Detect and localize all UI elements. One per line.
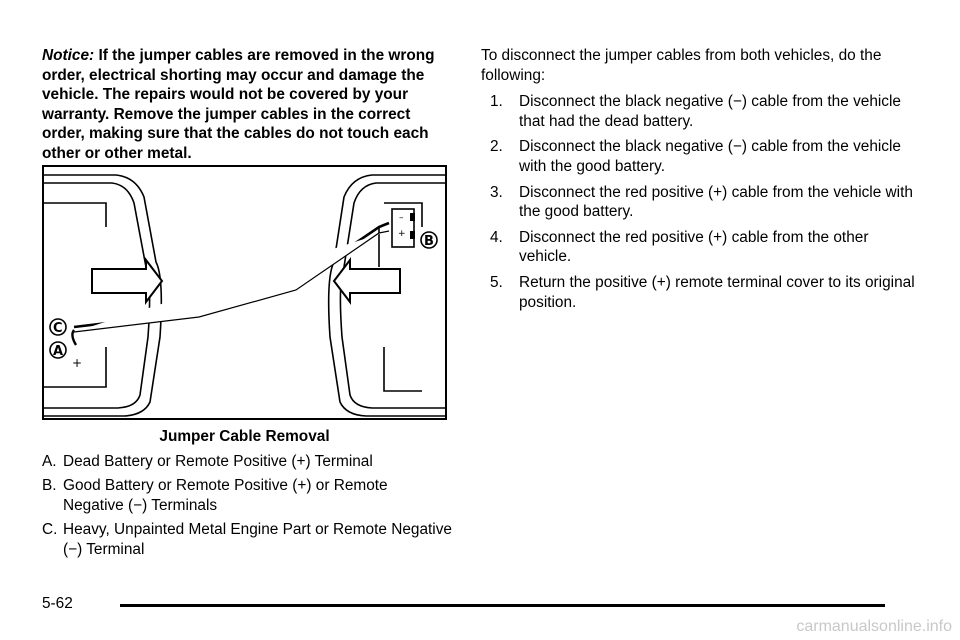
battery-minus-label: – (399, 213, 404, 223)
battery-terminal-positive (410, 231, 415, 239)
callout-b-label: B (424, 234, 434, 249)
legend-key: B. (42, 477, 57, 495)
step-item (490, 92, 921, 131)
left-vehicle (44, 175, 161, 416)
jumper-cable-diagram (44, 167, 445, 418)
step-item (490, 273, 921, 312)
notice-label: Notice: (42, 47, 95, 64)
battery-terminal-negative (410, 213, 415, 221)
callout-c-label: C (53, 321, 63, 336)
legend-item (42, 520, 452, 559)
notice-text: If the jumper cables are removed in the wrong order, electrical shorting may occur and damage the vehicle. The repairs would not be covered by your warranty. Remove the jumper cables in the correct order, making sure that the cables do not touch each other or other metal. (42, 47, 435, 162)
battery-plus-label: + (398, 229, 406, 239)
legend-key: C. (42, 521, 58, 539)
instructions-intro: To disconnect the jumper cables from both vehicles, do the following: (481, 47, 882, 84)
step-item (490, 183, 921, 222)
step-number: 4. (490, 228, 503, 246)
notice-block (42, 46, 452, 164)
callout-a-label: A (53, 344, 64, 359)
legend-key: A. (42, 453, 57, 470)
footer-rule (120, 604, 885, 607)
step-number: 1. (490, 93, 503, 111)
step-number: 5. (490, 273, 503, 291)
legend-item (42, 452, 452, 471)
figure-caption: Jumper Cable Removal (159, 428, 330, 445)
legend-text: Heavy, Unpainted Metal Engine Part or Remote Negative (−) Terminal (63, 521, 452, 558)
watermark: carmanualsonline.info (796, 618, 952, 635)
step-item (490, 137, 921, 176)
legend-item (42, 476, 452, 515)
step-number: 3. (490, 183, 503, 201)
instructions-steps (481, 92, 921, 312)
notice-paragraph (42, 46, 452, 164)
step-number: 2. (490, 138, 503, 156)
step-text: Return the positive (+) remote terminal cover to its original position. (519, 273, 915, 311)
step-text: Disconnect the black negative (−) cable from the vehicle that had the dead battery. (519, 93, 901, 130)
page-number: 5-62 (42, 595, 73, 612)
left-arrow-icon (92, 260, 162, 302)
step-text: Disconnect the black negative (−) cable from the vehicle with the good battery. (519, 138, 901, 175)
instructions-block (481, 46, 921, 318)
step-text: Disconnect the red positive (+) cable from the other vehicle. (519, 228, 869, 266)
step-item (490, 228, 921, 267)
jumper-cable-figure (42, 165, 447, 420)
figure-legend (42, 452, 452, 564)
dead-battery-plus-label: + (72, 356, 83, 370)
step-text: Disconnect the red positive (+) cable from the vehicle with the good battery. (519, 183, 913, 221)
legend-text: Good Battery or Remote Positive (+) or Remote Negative (−) Terminals (63, 477, 388, 514)
legend-text: Dead Battery or Remote Positive (+) Terminal (63, 453, 373, 470)
